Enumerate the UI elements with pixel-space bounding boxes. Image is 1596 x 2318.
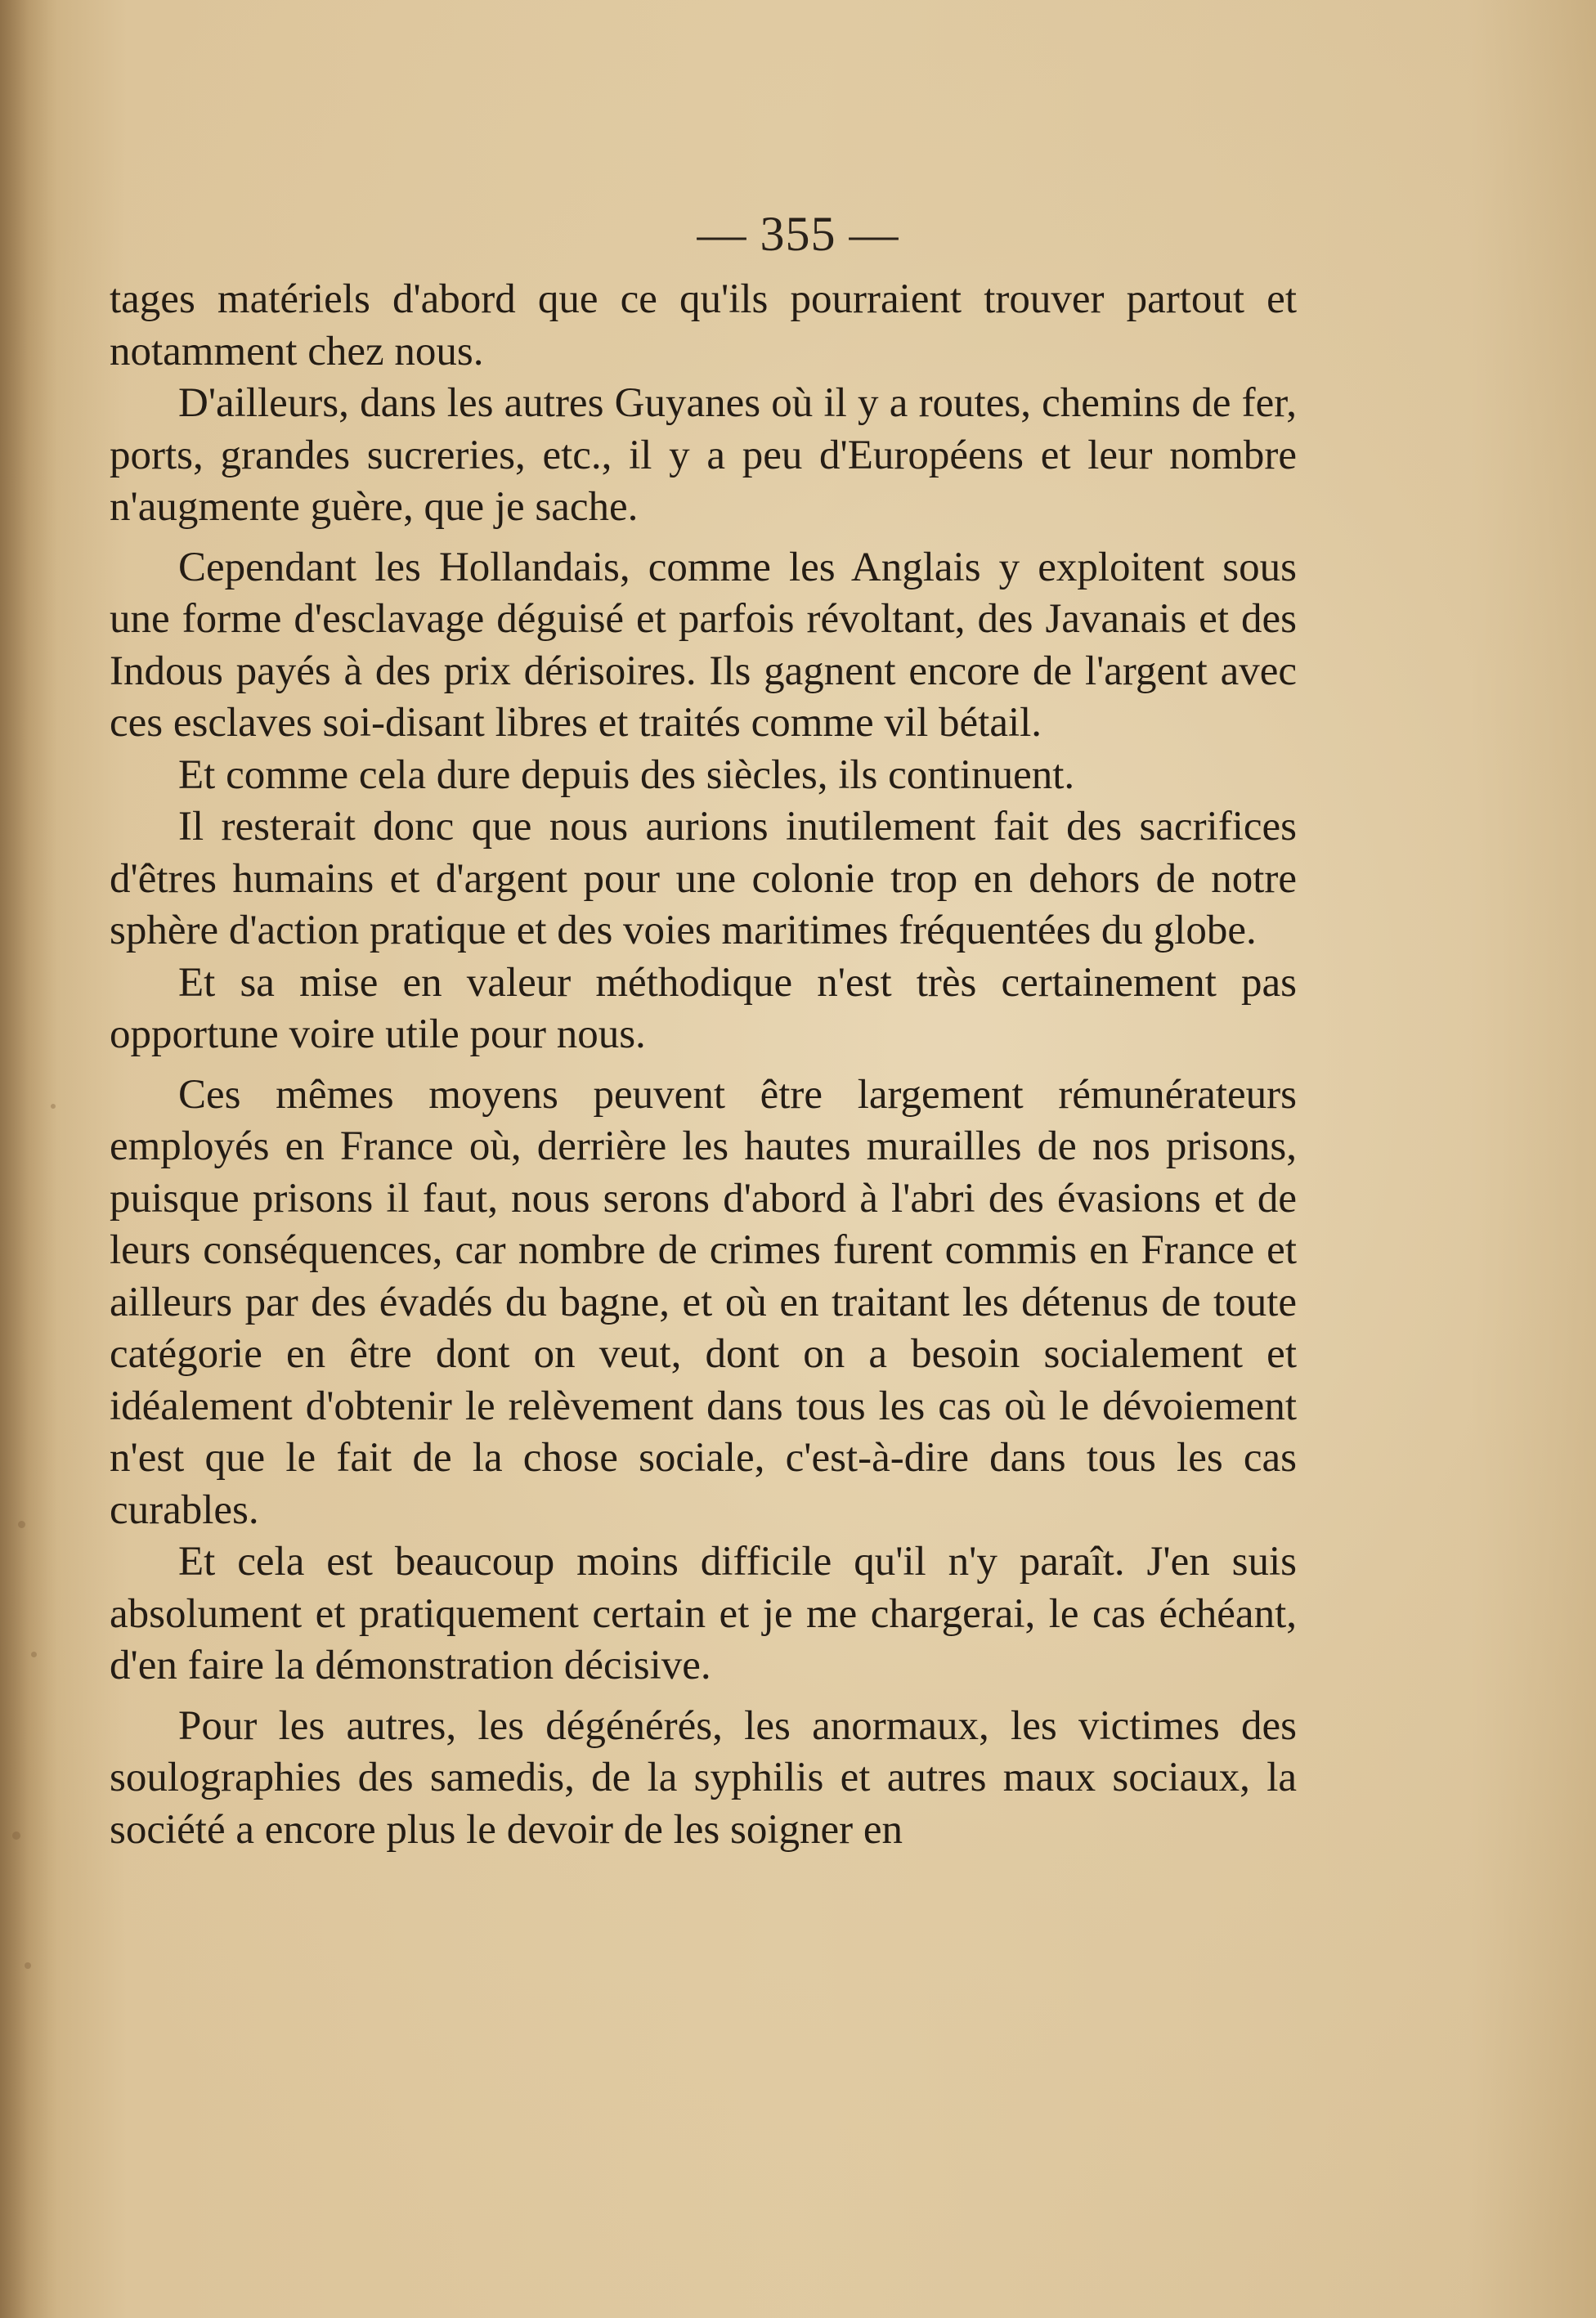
paragraph: D'ailleurs, dans les autres Guyanes où il y a routes, chemins de fer, ports, grandes sucreries, etc., il y a peu d'Européens et leur nombre n'augmente guère, que je sache. (110, 380, 1297, 530)
foxing-spot (25, 1962, 31, 1969)
foxing-spot (12, 1832, 20, 1840)
paragraph: Cependant les Hollandais, comme les Anglais y exploitent sous une forme d'esclavage déguisé et parfois révoltant, des Javanais et des Indous payés à des prix dérisoires. Ils gagnent encore de l'argent avec ces esclaves soi-disant libres et traités comme vil bétail. (110, 544, 1297, 746)
paragraph: Ces mêmes moyens peuvent être largement rémunérateurs employés en France où, derrière les hautes murailles de nos prisons, puisque prisons il faut, nous serons d'abord à l'abri des évasions et de leurs conséquences, car nombre de crimes furent commis en France et ailleurs par des évadés du bagne, et où en traitant les détenus de toute catégorie en être dont on veut, dont on a besoin socialement et idéalement d'obtenir le relèvement dans tous les cas où le dévoiement n'est que le fait de la chose sociale, c'est-à-dire dans tous les cas curables. (110, 1071, 1297, 1533)
binding-shadow (0, 0, 57, 2318)
paragraph: tages matériels d'abord que ce qu'ils pourraient trouver partout et notamment chez nous. (110, 276, 1297, 374)
page-number: — 355 — (697, 207, 899, 261)
page-body (110, 274, 1297, 1856)
paragraph: Et comme cela dure depuis des siècles, ils continuent. (178, 751, 1075, 798)
foxing-spot (51, 1104, 56, 1109)
foxing-spot (31, 1652, 37, 1657)
paragraph: Pour les autres, les dégénérés, les anormaux, les victimes des soulographies des samedis, de la syphilis et autres maux sociaux, la société a encore plus le devoir de les soigner en (110, 1702, 1297, 1853)
paragraph: Et sa mise en valeur méthodique n'est très certainement pas opportune voire utile pour nous. (110, 959, 1297, 1057)
paragraph: Il resterait donc que nous aurions inutilement fait des sacrifices d'êtres humains et d'argent pour une colonie trop en dehors de notre sphère d'action pratique et des voies maritimes fréquentées du globe. (110, 804, 1297, 953)
paragraph: Et cela est beaucoup moins difficile qu'il n'y paraît. J'en suis absolument et pratiquement certain et je me chargerai, le cas échéant, d'en faire la démonstration décisive. (110, 1539, 1297, 1688)
foxing-spot (18, 1521, 25, 1528)
